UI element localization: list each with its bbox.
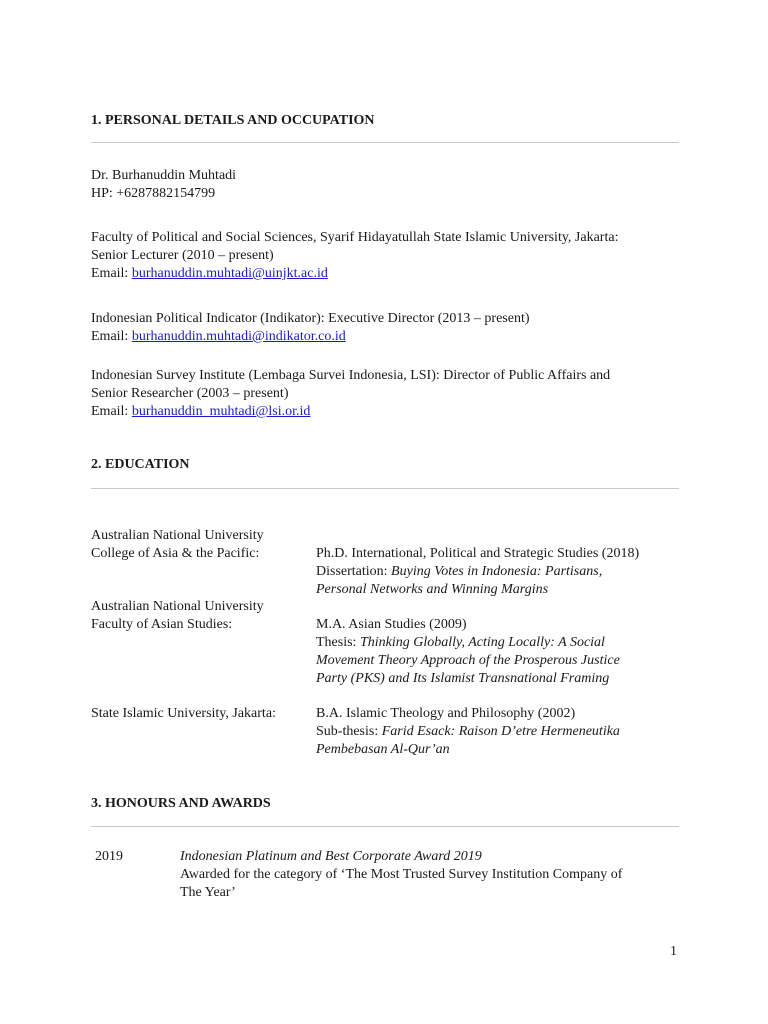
email-row [91, 328, 679, 346]
award-details [180, 848, 675, 902]
degree-note: Thesis: Thinking Globally, Acting Locally: A Social [316, 635, 605, 650]
education-institution: Australian National University College of Asia & the Pacific: [91, 528, 264, 561]
degree-note: Dissertation: Buying Votes in Indonesia: Partisans, [316, 564, 603, 579]
phone-number: HP: +6287882154799 [91, 186, 216, 201]
degree-title: M.A. Asian Studies (2009) [316, 617, 467, 632]
email-label: Email: [91, 266, 132, 281]
degree-title: Ph.D. International, Political and Strategic Studies (2018) [316, 546, 640, 561]
position-line: Indonesian Political Indicator (Indikator): Executive Director (2013 – present) [91, 311, 530, 326]
position-line: Senior Lecturer (2010 – present) [91, 248, 274, 263]
award-description: The Year’ [180, 885, 236, 900]
position-entry [91, 367, 679, 421]
section-divider [91, 826, 679, 827]
section-heading-honours: 3. HONOURS AND AWARDS [91, 796, 271, 811]
email-label: Email: [91, 404, 132, 419]
education-institution: Australian National University Faculty of Asian Studies: [91, 599, 264, 632]
email-link[interactable]: burhanuddin.muhtadi@uinjkt.ac.id [131, 266, 328, 281]
position-line: Faculty of Political and Social Sciences, Syarif Hidayatullah State Islamic University, Jakarta: [91, 230, 619, 245]
section-heading-education: 2. EDUCATION [91, 457, 190, 472]
page-number: 1 [670, 944, 677, 959]
section-divider [91, 142, 679, 143]
section-heading-personal: 1. PERSONAL DETAILS AND OCCUPATION [91, 113, 375, 128]
education-degree: Ph.D. International, Political and Strategic Studies (2018) Dissertation: Buying Votes in Indonesia: Partisans, Personal Networks and Winning Margins [316, 545, 661, 599]
section-divider [91, 488, 679, 489]
award-title: Indonesian Platinum and Best Corporate Award 2019 [180, 849, 482, 864]
education-institution: State Islamic University, Jakarta: [91, 706, 276, 721]
position-line: Indonesian Survey Institute (Lembaga Survei Indonesia, LSI): Director of Public Affairs and [91, 368, 611, 383]
person-name: Dr. Burhanuddin Muhtadi [91, 168, 237, 183]
education-degree: M.A. Asian Studies (2009) Thesis: Thinking Globally, Acting Locally: A Social Movement Theory Approach of the Prosperous Justice Party (PKS) and Its Islamist Transnational Framing [316, 616, 661, 688]
personal-contact [91, 167, 679, 203]
degree-title: B.A. Islamic Theology and Philosophy (2002) [316, 706, 576, 721]
email-row [91, 403, 679, 421]
award-description: Awarded for the category of ‘The Most Trusted Survey Institution Company of [180, 867, 623, 882]
education-degree: B.A. Islamic Theology and Philosophy (2002) Sub-thesis: Farid Esack: Raison D’etre Hermeneutika Pembebasan Al-Qur’an [316, 705, 661, 759]
degree-note: Sub-thesis: Farid Esack: Raison D’etre Hermeneutika [316, 724, 620, 739]
email-label: Email: [91, 329, 132, 344]
email-link[interactable]: burhanuddin_muhtadi@lsi.or.id [131, 404, 311, 419]
award-year: 2019 [95, 849, 123, 864]
position-entry [91, 229, 679, 283]
email-link[interactable]: burhanuddin.muhtadi@indikator.co.id [131, 329, 346, 344]
position-line: Senior Researcher (2003 – present) [91, 386, 289, 401]
email-row [91, 265, 679, 283]
position-entry [91, 310, 679, 346]
